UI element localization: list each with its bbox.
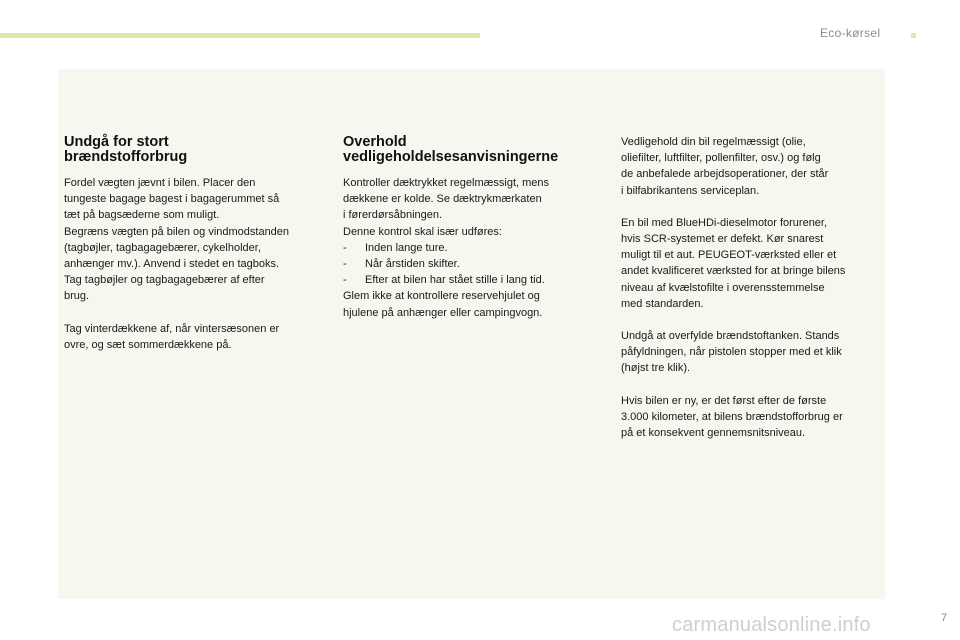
page-number: 7 bbox=[941, 612, 948, 624]
header-accent-square bbox=[911, 33, 916, 38]
heading-maintenance: Overhold vedligeholdelsesanvisningerne bbox=[343, 134, 559, 165]
column-general-advice bbox=[621, 134, 883, 457]
paragraph: Kontroller dæktrykket regelmæssigt, mens dækkene er kolde. Se dæktrykmærkaten i førerdørsåbningen. Denne kontrol skal især udføres: bbox=[343, 177, 550, 238]
watermark: carmanualsonline.info bbox=[672, 614, 871, 636]
content-panel bbox=[58, 69, 885, 599]
paragraph: Undgå at overfylde brændstoftanken. Stands påfyldningen, når pistolen stopper med et klik (højst tre klik). bbox=[621, 330, 842, 375]
heading-fuel-consumption: Undgå for stort brændstofforbrug bbox=[64, 134, 188, 165]
paragraph: Tag vinterdækkene af, når vintersæsonen er ovre, og sæt sommerdækkene på. bbox=[64, 322, 280, 351]
section-title: Eco-kørsel bbox=[820, 26, 881, 40]
paragraph: Hvis bilen er ny, er det først efter de første 3.000 kilometer, at bilens brændstofforbrug er på et konsekvent gennemsnitsniveau. bbox=[621, 394, 843, 440]
paragraph: Fordel vægten jævnt i bilen. Placer den tungeste bagage bagest i bagagerummet så tæt på bagsæderne som muligt. Begræns vægten på bilen og vindmodstanden (tagbøjler, tagbagagebærer, cykelholder, anhænger mv.). Anvend i stedet en tagboks. Tag tagbøjler og tagbagagebærer af efter brug. bbox=[64, 177, 290, 303]
list-item: - Når årstiden skifter. bbox=[343, 258, 460, 271]
list-item: - Inden lange ture. bbox=[343, 241, 448, 254]
column-fuel-consumption bbox=[64, 135, 326, 369]
list-item: - Efter at bilen har stået stille i lang tid. bbox=[343, 274, 545, 287]
paragraph: En bil med BlueHDi-dieselmotor forurener, hvis SCR-systemet er defekt. Kør snarest muligt til et aut. PEUGEOT-værksted eller et andet kvalificeret værksted for at bringe bilens niveau af kvælstofilte i overensstemmelse med standarden. bbox=[621, 216, 846, 310]
check-list bbox=[343, 240, 605, 289]
top-accent-rule bbox=[0, 33, 480, 38]
paragraph: Glem ikke at kontrollere reservehjulet og hjulene på anhænger eller campingvogn. bbox=[343, 290, 543, 319]
column-maintenance bbox=[343, 135, 605, 337]
paragraph: Vedligehold din bil regelmæssigt (olie, oliefilter, luftfilter, pollenfilter, osv.) og følg de anbefalede arbejdsoperationer, der står i bilfabrikantens serviceplan. bbox=[621, 136, 829, 197]
